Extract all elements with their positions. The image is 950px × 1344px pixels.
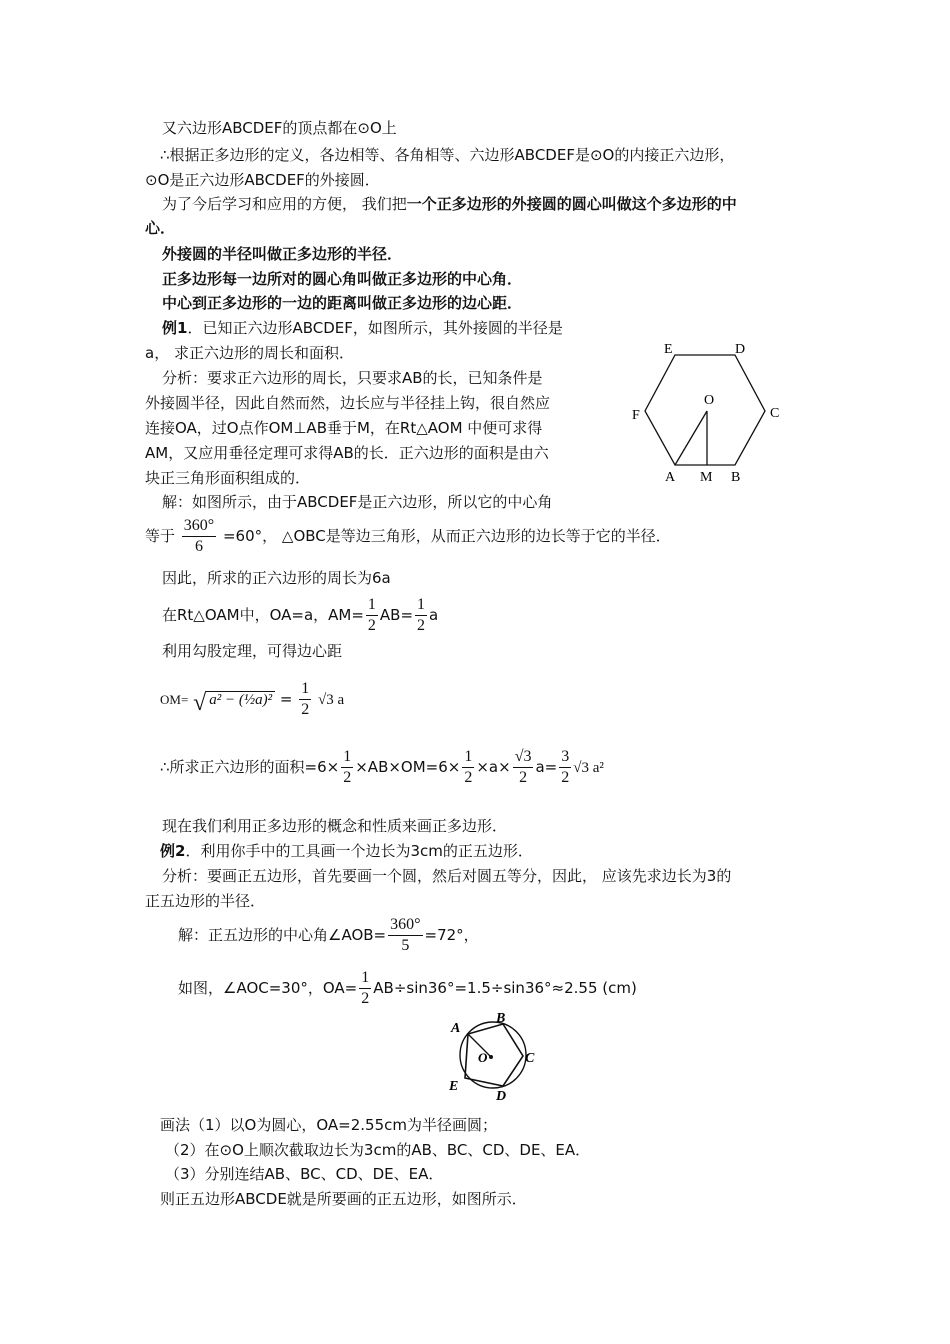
denominator: 2 [361,990,370,1007]
fraction-half [415,595,427,636]
example1-statement [162,318,563,338]
text-segment: 在Rt△OAM中，OA=a，AM= [162,606,364,624]
label-A: A [665,470,676,485]
text-line: 分析：要求正六边形的周长，只要求AB的长，已知条件是 [162,369,543,387]
text-line: 因此，所求的正六边形的周长为6a [162,569,391,587]
numerator: 360° [390,916,421,933]
radius-calc-line [178,967,637,1009]
numerator: 1 [464,748,473,765]
label-O: O [704,393,715,408]
text-segment: =60°， △OBC是等边三角形，从而正六边形的边长等于它的半径． [222,527,671,545]
example1-label: 例1 [162,319,188,337]
text-line: 解：如图所示，由于ABCDEF是正六边形，所以它的中心角 [162,493,553,511]
text-segment: a [429,606,439,624]
denominator: 2 [367,617,376,634]
text-segment: 如图，∠AOC=30°，OA= [178,979,358,997]
intro-text: 为了今后学习和应用的方便， 我们把 [162,195,407,213]
fraction-half [359,968,371,1009]
text-line [162,194,737,214]
radius-oa [675,411,707,465]
pentagon-figure [443,1010,543,1102]
numerator: √3 [514,748,532,765]
definition-apothem: 中心到正多边形的一边的距离叫做正多边形的边心距． [162,294,523,312]
text-line: ∴根据正多边形的定义，各边相等、各角相等、六边形ABCDEF是⊙O的内接正六边形， [160,146,735,164]
label-E: E [449,1079,459,1094]
fraction-half [366,595,378,636]
text-line: 块正三角形面积组成的． [145,469,311,487]
numerator: 1 [417,596,426,613]
label-A: A [451,1021,461,1036]
example2-statement [160,841,533,861]
label-E: E [664,342,673,357]
numerator: 1 [361,969,370,986]
numerator: 1 [343,748,352,765]
pentagon-shape [465,1024,523,1086]
numerator: 360° [183,517,215,534]
label-F: F [632,408,640,423]
example2-text: ．利用你手中的工具画一个边长为3cm的正五边形． [185,842,533,860]
text-line: 利用勾股定理，可得边心距 [162,642,343,660]
text-line: 分析：要画正五边形，首先要画一个圆，然后对圆五等分，因此， 应该先求边长为3的 [162,867,732,885]
numerator: 1 [301,680,310,697]
denominator: 2 [513,767,534,788]
numerator: 1 [367,596,376,613]
area-result: √3 a² [573,760,604,776]
definition-center: 一个正多边形的外接圆的圆心叫做这个多边形的中 [406,195,737,213]
om-label: OM= [160,692,189,707]
om-result: √3 a [318,692,345,708]
example1-text: ．已知正六边形ABCDEF，如图所示，其外接圆的半径是 [187,319,563,337]
label-B: B [496,1011,506,1026]
text-line: a， 求正六边形的周长和面积． [145,344,354,362]
equals: = [279,690,293,708]
denominator: 6 [182,536,216,557]
fraction-half [462,747,474,788]
am-line [162,594,438,636]
hexagon-shape [645,355,765,465]
text-line: 现在我们利用正多边形的概念和性质来画正多边形． [162,817,508,835]
label-D: D [735,342,746,357]
fraction-360-6 [182,516,216,557]
sqrt-radicand: a² − (½a)² [206,691,275,708]
text-line: 画法（1）以O为圆心，OA=2.55cm为半径画圆； [160,1116,497,1134]
text-segment: =72°， [424,926,479,944]
om-formula [160,676,344,721]
text-line: ⊙O是正六边形ABCDEF的外接圆． [145,171,380,189]
denominator: 2 [417,617,426,634]
label-O: O [478,1050,488,1065]
center-point [489,1055,493,1059]
label-B: B [731,470,741,485]
text-line: AM，又应用垂径定理可求得AB的长．正六边形的面积是由六 [145,444,549,462]
label-M: M [700,470,713,485]
hexagon-figure [625,335,795,485]
text-segment: AB÷sin36°=1.5÷sin36°≈2.55 (cm) [373,979,637,997]
label-C: C [770,406,780,421]
numerator: 3 [561,748,570,765]
text-line: 又六边形ABCDEF的顶点都在⊙O上 [162,119,397,137]
text-segment: AB= [379,606,414,624]
circumcircle [460,1022,526,1088]
text-line: （3）分别连结AB、BC、CD、DE、EA． [165,1165,444,1183]
text-segment: 解：正五边形的中心角∠AOB= [178,926,387,944]
denominator: 2 [343,769,352,786]
denominator: 5 [388,935,422,956]
definition-radius: 外接圆的半径叫做正多边形的半径． [162,245,403,263]
label-D: D [496,1089,507,1102]
sqrt-sign: √ [193,690,207,716]
fraction-half [299,679,311,720]
text-line: 则正五边形ABCDE就是所要画的正五边形，如图所示． [160,1190,527,1208]
text-segment: a= [535,758,558,776]
fraction-3-2 [559,747,571,788]
fraction-sqrt3-2 [513,747,534,788]
pentagon-angle-line [178,914,479,956]
central-angle-line [145,515,671,557]
text-segment: ×a× [476,758,511,776]
area-formula [160,746,604,789]
denominator: 2 [301,701,310,718]
text-line: 正五边形的半径． [145,892,266,910]
text-segment: ×AB×OM=6× [355,758,461,776]
example2-label: 例2 [160,842,186,860]
definition-central-angle: 正多边形每一边所对的圆心角叫做正多边形的中心角． [162,270,523,288]
text-segment: ∴所求正六边形的面积=6× [160,758,340,776]
fraction-half [341,747,353,788]
denominator: 2 [561,769,570,786]
text-line: （2）在⊙O上顺次截取边长为3cm的AB、BC、CD、DE、EA． [165,1141,591,1159]
text-line: 连接OA，过O点作OM⊥AB垂于M，在Rt△AOM 中便可求得 [145,419,543,437]
definition-center-cont: 心． [145,219,176,237]
text-line: 外接圆半径，因此自然而然，边长应与半径挂上钩，很自然应 [145,394,551,412]
denominator: 2 [464,769,473,786]
text-segment: 等于 [145,527,176,545]
label-C: C [525,1051,535,1066]
fraction-360-5 [388,915,422,956]
